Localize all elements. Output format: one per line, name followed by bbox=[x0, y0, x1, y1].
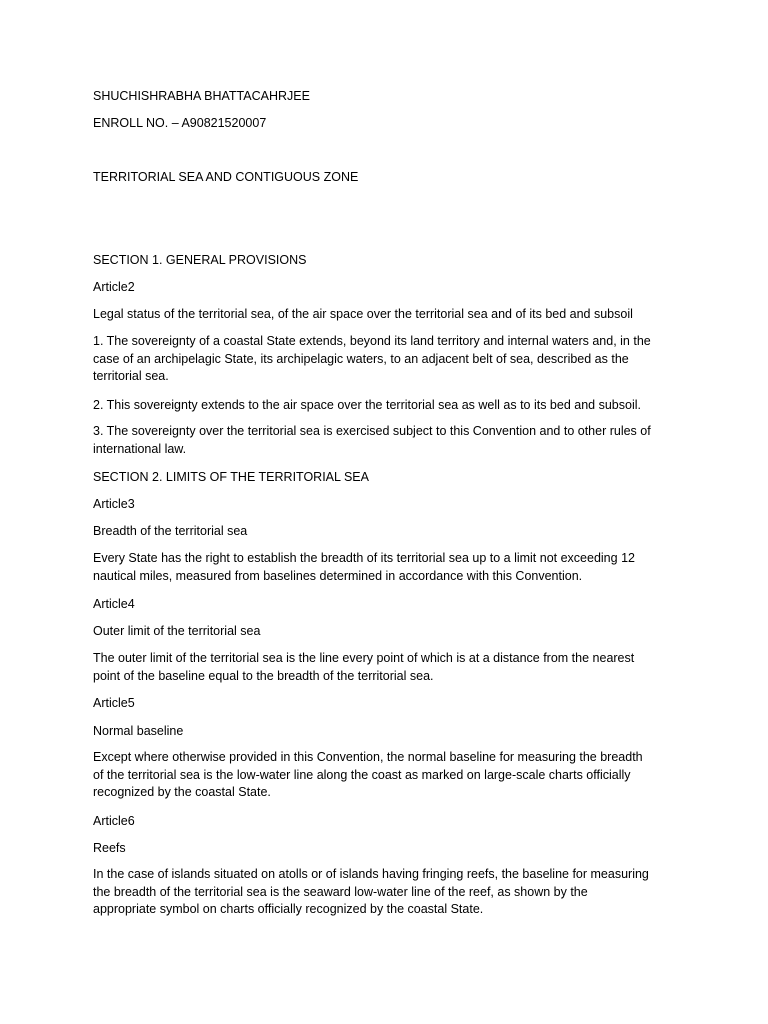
article-4-body bbox=[93, 650, 683, 685]
article-5-title: Normal baseline bbox=[93, 724, 184, 738]
article-2-title: Legal status of the territorial sea, of the air space over the territorial sea and of its bed and subsoil bbox=[93, 307, 633, 321]
article-6-title: Reefs bbox=[93, 841, 126, 855]
article-2-paragraph-1 bbox=[93, 333, 683, 386]
article-4-label: Article4 bbox=[93, 597, 135, 611]
article-6-body bbox=[93, 866, 683, 919]
paragraph-line: nautical miles, measured from baselines determined in accordance with this Convention. bbox=[93, 568, 583, 583]
paragraph-line: In the case of islands situated on atolls or of islands having fringing reefs, the baseline for measuring bbox=[93, 867, 649, 881]
paragraph-line: Every State has the right to establish the breadth of its territorial sea up to a limit not exceeding 12 bbox=[93, 551, 635, 565]
article-6-label: Article6 bbox=[93, 814, 135, 828]
article-2-paragraph-2: 2. This sovereignty extends to the air space over the territorial sea as well as to its bed and subsoil. bbox=[93, 398, 641, 412]
article-5-body bbox=[93, 749, 683, 802]
paragraph-line: of the territorial sea is the low-water line along the coast as marked on large-scale charts officially bbox=[93, 767, 631, 782]
section-1-heading: SECTION 1. GENERAL PROVISIONS bbox=[93, 253, 307, 267]
document-title: TERRITORIAL SEA AND CONTIGUOUS ZONE bbox=[93, 170, 359, 184]
enroll-number: ENROLL NO. – A90821520007 bbox=[93, 116, 267, 130]
author-name: SHUCHISHRABHA BHATTACAHRJEE bbox=[93, 89, 310, 103]
article-3-title: Breadth of the territorial sea bbox=[93, 524, 248, 538]
paragraph-line: 1. The sovereignty of a coastal State extends, beyond its land territory and internal waters and, in the bbox=[93, 334, 651, 348]
article-5-label: Article5 bbox=[93, 696, 135, 710]
article-3-label: Article3 bbox=[93, 497, 135, 511]
paragraph-line: territorial sea. bbox=[93, 369, 169, 383]
section-2-heading: SECTION 2. LIMITS OF THE TERRITORIAL SEA bbox=[93, 470, 369, 484]
article-2-paragraph-3 bbox=[93, 423, 683, 458]
paragraph-line: case of an archipelagic State, its archipelagic waters, to an adjacent belt of sea, described as the bbox=[93, 351, 629, 366]
paragraph-line: The outer limit of the territorial sea is the line every point of which is at a distance from the nearest bbox=[93, 651, 635, 665]
paragraph-line: Except where otherwise provided in this Convention, the normal baseline for measuring the breadth bbox=[93, 750, 643, 764]
paragraph-line: recognized by the coastal State. bbox=[93, 785, 271, 799]
article-4-title: Outer limit of the territorial sea bbox=[93, 624, 261, 638]
article-3-body bbox=[93, 550, 683, 585]
article-2-label: Article2 bbox=[93, 280, 135, 294]
paragraph-line: the breadth of the territorial sea is the seaward low-water line of the reef, as shown by the bbox=[93, 884, 588, 899]
paragraph-line: 3. The sovereignty over the territorial sea is exercised subject to this Convention and to other rules of bbox=[93, 424, 651, 438]
paragraph-line: international law. bbox=[93, 441, 187, 456]
paragraph-line: point of the baseline equal to the breadth of the territorial sea. bbox=[93, 668, 434, 683]
paragraph-line: appropriate symbol on charts officially recognized by the coastal State. bbox=[93, 902, 484, 916]
